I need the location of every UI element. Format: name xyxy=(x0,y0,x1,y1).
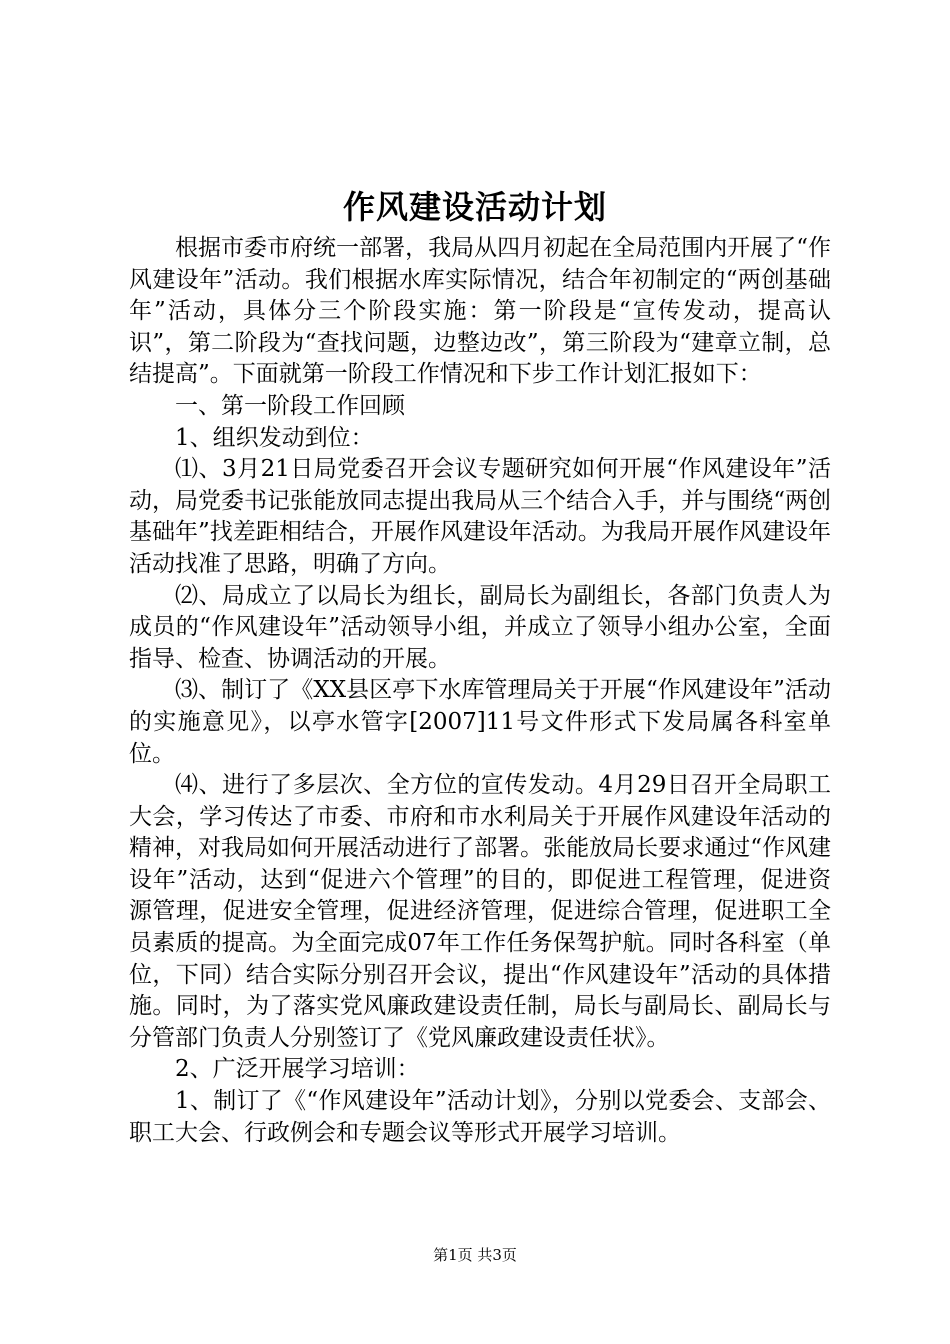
paragraph-intro: 根据市委市府统一部署，我局从四月初起在全局范围内开展了“作风建设年”活动。我们根据水库实际情况，结合年初制定的“两创基础年”活动，具体分三个阶段实施：第一阶段是“宣传发动，提高认识”，第二阶段为“查找问题，边整边改”，第三阶段为“建章立制，总结提高”。下面就第一阶段工作情况和下步工作计划汇报如下： xyxy=(129,235,831,388)
paragraph-item-4: ⑷、进行了多层次、全方位的宣传发动。4月29日召开全局职工大会，学习传达了市委、市府和市水利局关于开展作风建设年活动的精神，对我局如何开展活动进行了部署。张能放局长要求通过“作风建设年”活动，达到“促进六个管理”的目的，即促进工程管理，促进资源管理，促进安全管理，促进经济管理，促进综合管理，促进职工全员素质的提高。为全面完成07年工作任务保驾护航。同时各科室（单位，下同）结合实际分别召开会议，提出“作风建设年”活动的具体措施。同时，为了落实党风廉政建设责任制，局长与副局长、副局长与分管部门负责人分别签订了《党风廉政建设责任状》。 xyxy=(129,772,831,1051)
document-title: 作风建设活动计划 xyxy=(342,188,607,226)
paragraph-item-1: ⑴、3月21日局党委召开会议专题研究如何开展“作风建设年”活动，局党委书记张能放同志提出我局从三个结合入手，并与围绕“两创基础年”找差距相结合，开展作风建设年活动。为我局开展作风建设年活动找准了思路，明确了方向。 xyxy=(129,456,831,577)
subheading-2: 2、广泛开展学习培训： xyxy=(175,1056,420,1083)
page-footer: 第1页 共3页 xyxy=(433,1246,517,1264)
paragraph-item-2: ⑵、局成立了以局长为组长，副局长为副组长，各部门负责人为成员的“作风建设年”活动领导小组，并成立了领导小组办公室，全面指导、检查、协调活动的开展。 xyxy=(129,582,831,672)
heading-section-1: 一、第一阶段工作回顾 xyxy=(175,392,405,419)
subheading-1: 1、组织发动到位： xyxy=(175,424,374,451)
paragraph-item-3: ⑶、制订了《XX县区亭下水库管理局关于开展“作风建设年”活动的实施意见》，以亭水管字[2007]11号文件形式下发局属各科室单位。 xyxy=(129,677,831,767)
document-body xyxy=(129,233,831,1149)
paragraph-training-1: 1、制订了《“作风建设年”活动计划》，分别以党委会、支部会、职工大会、行政例会和专题会议等形式开展学习培训。 xyxy=(129,1088,831,1146)
